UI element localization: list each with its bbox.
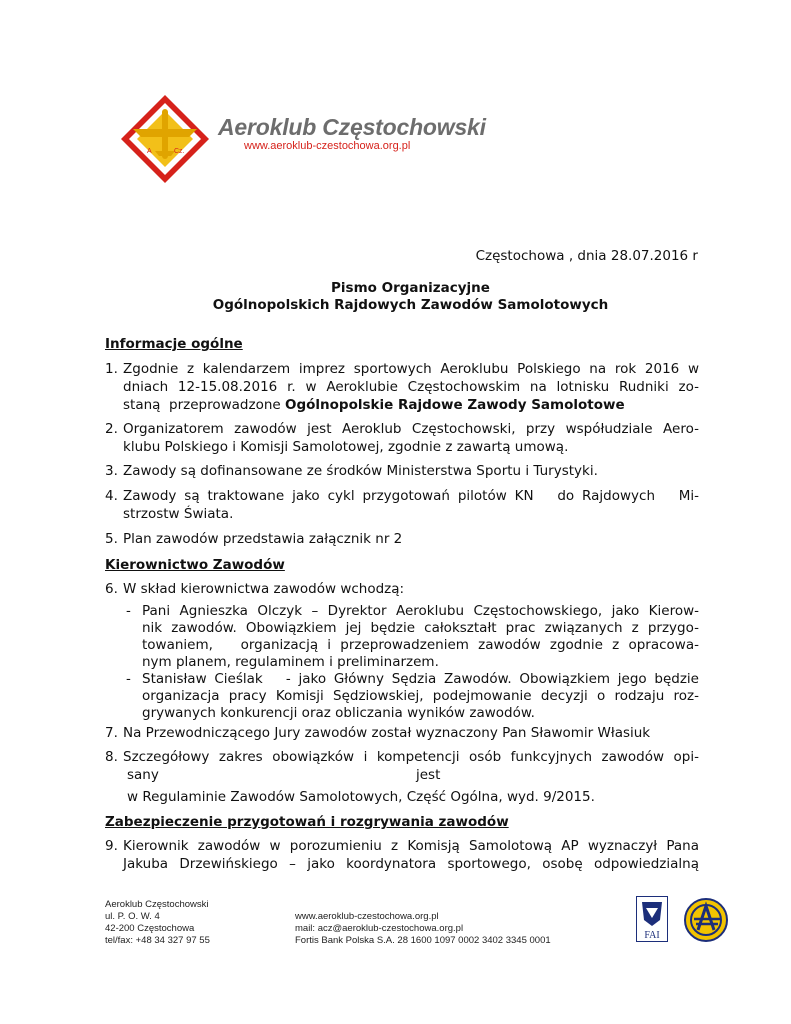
item-text-line: Pani Agnieszka Olczyk – Dyrektor Aeroklubu Częstochowskiego, jako Kierow- (142, 603, 699, 619)
fai-text: FAI (644, 930, 660, 941)
item-number: 4. (105, 488, 118, 504)
item-number: 5. (105, 531, 118, 547)
item-text-fragment: jest (416, 767, 441, 783)
footer-bank-account: Fortis Bank Polska S.A. 28 1600 1097 0002 3402 3345 0001 (295, 935, 551, 946)
item-text-line: Kierownik zawodów w porozumieniu z Komisją Samolotową AP wyznaczył Pana (123, 838, 699, 854)
list-item (105, 724, 699, 742)
item-text-line: Jakuba Drzewińskiego – jako koordynatora sportowego, osobę odpowiedzialną (123, 856, 699, 872)
item-number: 3. (105, 463, 118, 479)
item-text-line: Zawody są dofinansowane ze środków Ministerstwa Sportu i Turystyki. (123, 463, 598, 479)
footer-address (105, 899, 210, 947)
item-text-line: organizacja pracy Komisji Sędziowskiej, podejmowanie decyzji o rodzaju roz- (142, 688, 699, 704)
item-text-line: w Regulaminie Zawodów Samolotowych, Część Ogólna, wyd. 9/2015. (127, 789, 595, 805)
document-title: Pismo Organizacyjne (331, 280, 490, 296)
aero-club-emblem-icon (684, 898, 728, 942)
footer-phone: tel/fax: +48 34 327 97 55 (105, 935, 210, 946)
footer-org-name: Aeroklub Częstochowski (105, 899, 209, 910)
item-text-line: klubu Polskiego i Komisji Samolotowej, zgodnie z zawartą umową. (123, 439, 569, 455)
list-item (105, 748, 699, 766)
logo-letter-left: A (147, 148, 152, 155)
item-text-line: Plan zawodów przedstawia załącznik nr 2 (123, 531, 403, 547)
list-item (105, 837, 699, 873)
dash-bullet: - (126, 671, 131, 687)
item-text-line: towaniem, organizacją i przeprowadzeniem zawodów zgodnie z opracowa- (142, 637, 699, 653)
sub-list-item (126, 671, 699, 722)
item-text-line: nym planem, regulaminem i preliminarzem. (142, 654, 439, 670)
list-item (105, 487, 699, 523)
sub-list-item (126, 603, 699, 671)
item-text-line: W skład kierownictwa zawodów wchodzą: (123, 581, 405, 597)
footer-website-link[interactable]: www.aeroklub-czestochowa.org.pl (295, 911, 439, 922)
list-item (105, 580, 699, 598)
section-heading-preparation: Zabezpieczenie przygotowań i rozgrywania zawodów (105, 814, 509, 830)
item-text-line: staną przeprowadzone (123, 397, 285, 413)
item-number: 7. (105, 725, 118, 741)
footer-contact (295, 911, 551, 947)
item-text-line: Zawody są traktowane jako cykl przygotowań pilotów KN do Rajdowych Mi- (123, 488, 699, 504)
footer-email-link[interactable]: mail: acz@aeroklub-czestochowa.org.pl (295, 923, 464, 934)
item-text-line: Zgodnie z kalendarzem imprez sportowych Aeroklubu Polskiego na rok 2016 w (123, 361, 699, 377)
list-item (105, 530, 699, 548)
item-text-line: nik zawodów. Obowiązkiem jej będzie całokształt prac związanych z przygo- (142, 620, 699, 636)
competition-name: Ogólnopolskie Rajdowe Zawody Samolotowe (285, 397, 625, 413)
footer-street: ul. P. O. W. 4 (105, 911, 160, 922)
list-item (105, 420, 699, 456)
item-text-line: dniach 12-15.08.2016 r. w Aeroklubie Częstochowskim na lotnisku Rudniki zo- (123, 379, 699, 395)
item-text-line: strzostw Świata. (123, 506, 234, 522)
item-number: 8. (105, 749, 118, 765)
section-heading-management: Kierownictwo Zawodów (105, 557, 285, 573)
section-heading-general: Informacje ogólne (105, 336, 243, 352)
list-item (105, 462, 699, 480)
fai-logo-icon (636, 896, 668, 942)
item-number: 2. (105, 421, 118, 437)
org-name: Aeroklub Częstochowski (218, 114, 486, 140)
item-text-line: grywanych konkurencji oraz obliczania wyników zawodów. (142, 705, 535, 721)
date-line: Częstochowa , dnia 28.07.2016 r (475, 248, 698, 264)
item-number: 9. (105, 838, 118, 854)
org-url[interactable]: www.aeroklub-czestochowa.org.pl (244, 140, 411, 152)
item-text-line: Szczegółowy zakres obowiązków i kompetencji osób funkcyjnych zawodów opi- (123, 749, 699, 765)
item-text-line: Organizatorem zawodów jest Aeroklub Częstochowski, przy współudziale Aero- (123, 421, 699, 437)
dash-bullet: - (126, 603, 131, 619)
document-subtitle: Ogólnopolskich Rajdowych Zawodów Samolotowych (212, 297, 609, 313)
item-text-line: Stanisław Cieślak - jako Główny Sędzia Zawodów. Obowiązkiem jego będzie (142, 671, 699, 687)
logo-letter-right: Cz. (174, 148, 185, 155)
item-number: 1. (105, 361, 118, 377)
list-item (105, 360, 699, 414)
item-number: 6. (105, 581, 118, 597)
footer-city: 42-200 Częstochowa (105, 923, 195, 934)
aeroklub-logo-icon (119, 93, 211, 185)
item-text-fragment: sany (127, 767, 159, 783)
item-text-line: Na Przewodniczącego Jury zawodów został wyznaczony Pan Sławomir Własiuk (123, 725, 651, 741)
